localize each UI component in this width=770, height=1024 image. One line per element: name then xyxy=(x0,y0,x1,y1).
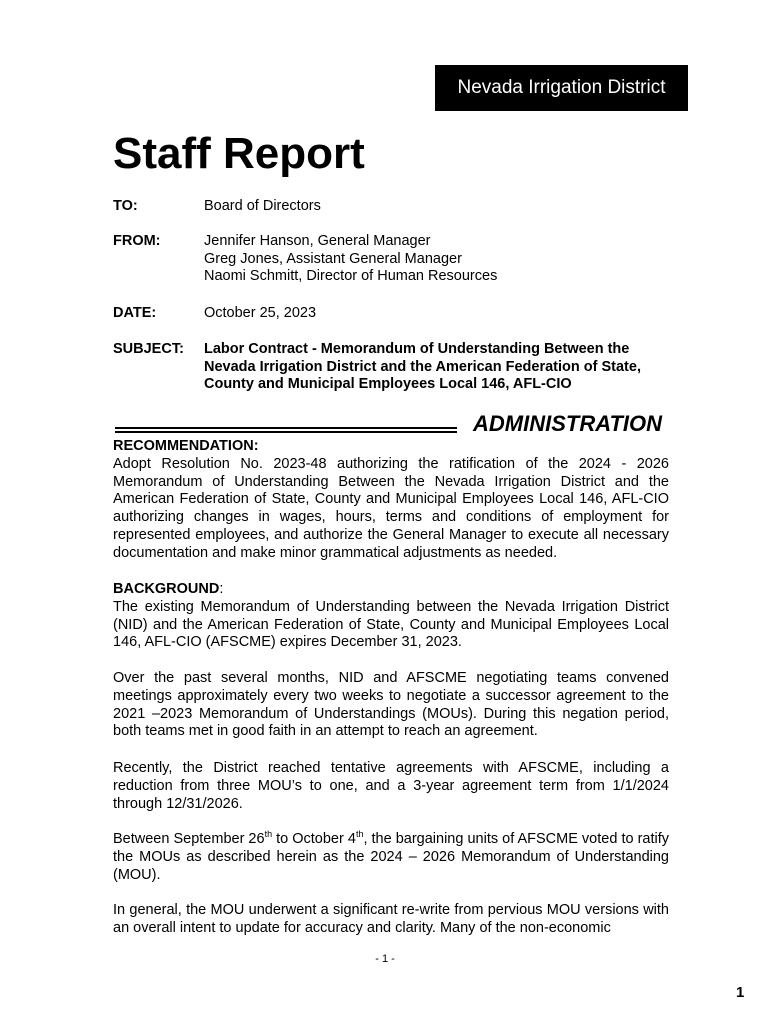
p4-text-2: to October 4 xyxy=(272,831,356,847)
from-line: Greg Jones, Assistant General Manager xyxy=(204,250,462,267)
background-heading-colon: : xyxy=(219,581,224,597)
background-section xyxy=(113,581,669,652)
subject-label: SUBJECT: xyxy=(113,341,184,357)
recommendation-text: Adopt Resolution No. 2023-48 authorizing the ratification of the 2024 - 2026 Memorandum of Understanding Between the Nevada Irrigation District and the American Federation of State, County and Municipal Employees Local 146, AFL-CIO authorizing changes in wages, hours, terms and conditions of employment for represented employees, and authorize the General Manager to execute all necessary documentation and make minor grammatical adjustments as needed. xyxy=(113,455,669,561)
subject-line: Nevada Irrigation District and the American Federation of State, xyxy=(204,358,641,375)
recommendation-section xyxy=(113,438,669,563)
background-paragraph-2: Over the past several months, NID and AFSCME negotiating teams convened meetings approximately every two weeks to negotiate a successor agreement to the 2021 –2023 Memorandum of Understandings (MOUs). During this negation period, both teams met in good faith in an attempt to reach an agreement. xyxy=(113,670,669,740)
background-paragraph-5: In general, the MOU underwent a significant re-write from pervious MOU versions with an overall intent to update for accuracy and clarity. Many of the non-economic xyxy=(113,902,669,936)
background-paragraph-4-block xyxy=(113,831,669,884)
subject-line: Labor Contract - Memorandum of Understanding Between the xyxy=(204,341,630,357)
background-paragraph-5-block xyxy=(113,902,669,938)
from-line: Jennifer Hanson, General Manager xyxy=(204,233,431,249)
section-title: ADMINISTRATION xyxy=(473,411,663,436)
p4-text-3: , the bargaining units of AFSCME voted to ratify the MOUs as described herein as the 2024 – 2026 Memorandum of Understanding (MOU). xyxy=(113,831,669,883)
from-values xyxy=(204,233,674,286)
sheet-number: 1 xyxy=(736,984,745,1001)
page-footer-number: - 1 - xyxy=(375,953,395,965)
p4-superscript-2: th xyxy=(355,829,364,840)
background-paragraph-4 xyxy=(113,831,669,884)
p4-superscript-1: th xyxy=(264,829,273,840)
date-value: October 25, 2023 xyxy=(204,305,317,321)
section-rule xyxy=(115,427,457,433)
org-name-banner: Nevada Irrigation District xyxy=(435,65,688,111)
to-label: TO: xyxy=(113,198,138,214)
date-label: DATE: xyxy=(113,305,157,321)
p4-text-1: Between September 26 xyxy=(113,831,265,847)
recommendation-heading: RECOMMENDATION: xyxy=(113,438,259,454)
background-paragraph-1: The existing Memorandum of Understanding between the Nevada Irrigation District (NID) and the American Federation of State, County and Municipal Employees Local 146, AFL-CIO (AFSCME) expires December 31, 2023. xyxy=(113,598,669,651)
subject-line: County and Municipal Employees Local 146, AFL-CIO xyxy=(204,376,572,392)
background-paragraph-3-block xyxy=(113,760,669,813)
background-paragraph-2-block xyxy=(113,670,669,741)
from-label: FROM: xyxy=(113,233,161,249)
subject-value xyxy=(204,341,674,394)
background-heading-line xyxy=(113,581,669,599)
from-line: Naomi Schmitt, Director of Human Resources xyxy=(204,268,498,284)
background-paragraph-3: Recently, the District reached tentative agreements with AFSCME, including a reduction from three MOU’s to one, and a 3-year agreement term from 1/1/2024 through 12/31/2026. xyxy=(113,760,669,812)
doc-title: Staff Report xyxy=(113,129,365,178)
to-value: Board of Directors xyxy=(204,198,321,214)
background-heading: BACKGROUND xyxy=(113,581,220,597)
